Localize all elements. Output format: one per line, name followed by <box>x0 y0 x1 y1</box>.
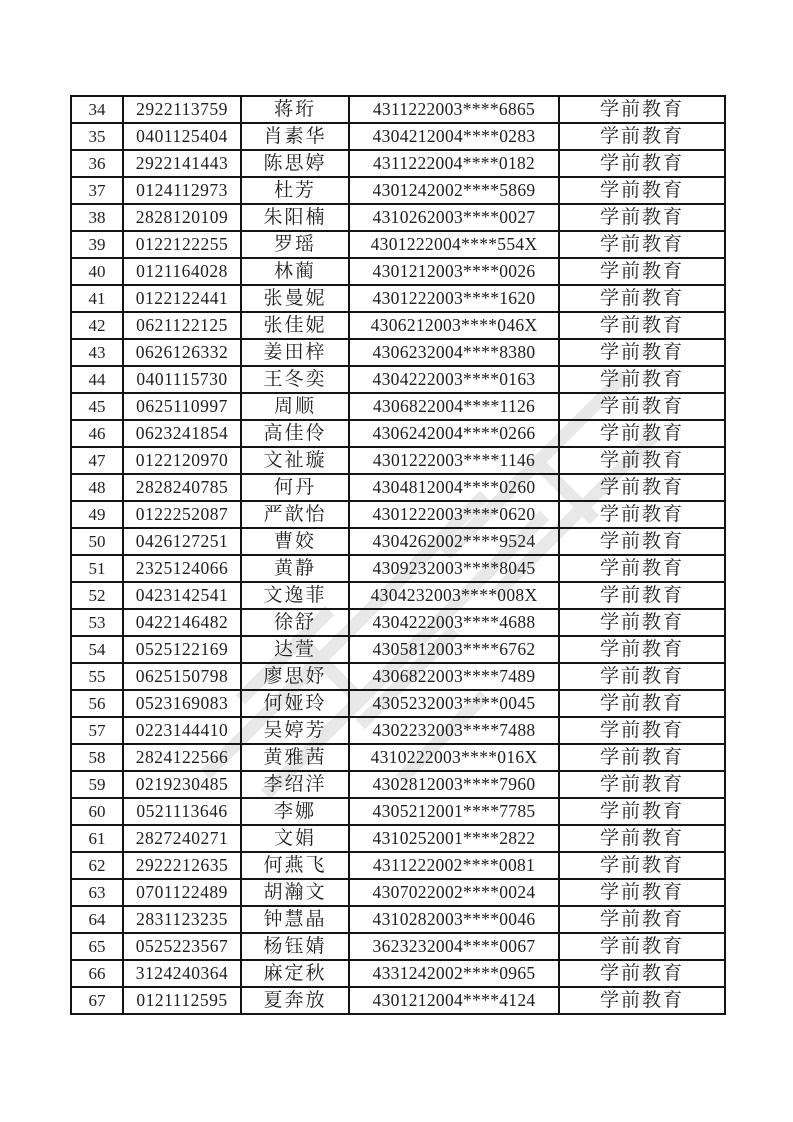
student-name-cell: 周顺 <box>241 393 349 420</box>
student-name-cell: 杨钰婧 <box>241 933 349 960</box>
table-row <box>71 312 725 339</box>
table-row <box>71 582 725 609</box>
id-number-cell: 4302812003****7960 <box>349 771 559 798</box>
row-number-cell: 47 <box>71 447 123 474</box>
student-name-cell: 罗瑶 <box>241 231 349 258</box>
major-cell: 学前教育 <box>559 393 725 420</box>
student-name-cell: 杜芳 <box>241 177 349 204</box>
id-number-cell: 4310222003****016X <box>349 744 559 771</box>
id-number-cell: 4305212001****7785 <box>349 798 559 825</box>
table-row <box>71 366 725 393</box>
id-number-cell: 4306212003****046X <box>349 312 559 339</box>
table-row <box>71 663 725 690</box>
student-name-cell: 达萱 <box>241 636 349 663</box>
major-cell: 学前教育 <box>559 825 725 852</box>
major-cell: 学前教育 <box>559 663 725 690</box>
table-row <box>71 420 725 447</box>
candidate-id-cell: 2828240785 <box>123 474 241 501</box>
candidate-id-cell: 2922141443 <box>123 150 241 177</box>
major-cell: 学前教育 <box>559 987 725 1014</box>
student-name-cell: 张佳妮 <box>241 312 349 339</box>
row-number-cell: 57 <box>71 717 123 744</box>
major-cell: 学前教育 <box>559 474 725 501</box>
student-name-cell: 高佳伶 <box>241 420 349 447</box>
row-number-cell: 51 <box>71 555 123 582</box>
candidate-id-cell: 0401115730 <box>123 366 241 393</box>
row-number-cell: 64 <box>71 906 123 933</box>
candidate-id-cell: 2828120109 <box>123 204 241 231</box>
major-cell: 学前教育 <box>559 123 725 150</box>
row-number-cell: 48 <box>71 474 123 501</box>
candidate-id-cell: 0621122125 <box>123 312 241 339</box>
id-number-cell: 4306822003****7489 <box>349 663 559 690</box>
table-row <box>71 474 725 501</box>
student-name-cell: 何丹 <box>241 474 349 501</box>
major-cell: 学前教育 <box>559 150 725 177</box>
student-name-cell: 黄静 <box>241 555 349 582</box>
candidate-id-cell: 0223144410 <box>123 717 241 744</box>
candidate-id-cell: 0122122255 <box>123 231 241 258</box>
id-number-cell: 4304232003****008X <box>349 582 559 609</box>
student-name-cell: 朱阳楠 <box>241 204 349 231</box>
candidate-id-cell: 0626126332 <box>123 339 241 366</box>
id-number-cell: 4306232004****8380 <box>349 339 559 366</box>
candidate-id-cell: 0523169083 <box>123 690 241 717</box>
student-name-cell: 文娟 <box>241 825 349 852</box>
roster-body <box>71 96 725 1014</box>
candidate-id-cell: 0701122489 <box>123 879 241 906</box>
major-cell: 学前教育 <box>559 501 725 528</box>
candidate-id-cell: 0623241854 <box>123 420 241 447</box>
id-number-cell: 4304222003****0163 <box>349 366 559 393</box>
table-row <box>71 933 725 960</box>
row-number-cell: 52 <box>71 582 123 609</box>
row-number-cell: 59 <box>71 771 123 798</box>
student-name-cell: 钟慧晶 <box>241 906 349 933</box>
candidate-id-cell: 0525122169 <box>123 636 241 663</box>
table-row <box>71 690 725 717</box>
student-name-cell: 张曼妮 <box>241 285 349 312</box>
id-number-cell: 3623232004****0067 <box>349 933 559 960</box>
row-number-cell: 42 <box>71 312 123 339</box>
student-roster-table <box>70 95 726 1015</box>
id-number-cell: 4304222003****4688 <box>349 609 559 636</box>
student-name-cell: 陈思婷 <box>241 150 349 177</box>
major-cell: 学前教育 <box>559 717 725 744</box>
id-number-cell: 4301212003****0026 <box>349 258 559 285</box>
candidate-id-cell: 0219230485 <box>123 771 241 798</box>
student-name-cell: 黄雅茜 <box>241 744 349 771</box>
major-cell: 学前教育 <box>559 528 725 555</box>
major-cell: 学前教育 <box>559 420 725 447</box>
major-cell: 学前教育 <box>559 285 725 312</box>
student-name-cell: 姜田梓 <box>241 339 349 366</box>
student-name-cell: 文祉璇 <box>241 447 349 474</box>
table-row <box>71 555 725 582</box>
major-cell: 学前教育 <box>559 636 725 663</box>
candidate-id-cell: 0122252087 <box>123 501 241 528</box>
id-number-cell: 4310262003****0027 <box>349 204 559 231</box>
candidate-id-cell: 0124112973 <box>123 177 241 204</box>
major-cell: 学前教育 <box>559 771 725 798</box>
student-name-cell: 麻定秋 <box>241 960 349 987</box>
major-cell: 学前教育 <box>559 744 725 771</box>
id-number-cell: 4307022002****0024 <box>349 879 559 906</box>
id-number-cell: 4310282003****0046 <box>349 906 559 933</box>
table-row <box>71 798 725 825</box>
id-number-cell: 4302232003****7488 <box>349 717 559 744</box>
major-cell: 学前教育 <box>559 312 725 339</box>
row-number-cell: 63 <box>71 879 123 906</box>
candidate-id-cell: 2922113759 <box>123 96 241 123</box>
major-cell: 学前教育 <box>559 339 725 366</box>
table-row <box>71 204 725 231</box>
table-row <box>71 744 725 771</box>
major-cell: 学前教育 <box>559 609 725 636</box>
student-name-cell: 李绍洋 <box>241 771 349 798</box>
candidate-id-cell: 0426127251 <box>123 528 241 555</box>
table-row <box>71 906 725 933</box>
id-number-cell: 4305232003****0045 <box>349 690 559 717</box>
id-number-cell: 4301212004****4124 <box>349 987 559 1014</box>
major-cell: 学前教育 <box>559 177 725 204</box>
id-number-cell: 4301242002****5869 <box>349 177 559 204</box>
table-row <box>71 636 725 663</box>
candidate-id-cell: 2325124066 <box>123 555 241 582</box>
id-number-cell: 4304262002****9524 <box>349 528 559 555</box>
student-name-cell: 林蔺 <box>241 258 349 285</box>
row-number-cell: 41 <box>71 285 123 312</box>
row-number-cell: 34 <box>71 96 123 123</box>
candidate-id-cell: 0121112595 <box>123 987 241 1014</box>
major-cell: 学前教育 <box>559 879 725 906</box>
id-number-cell: 4331242002****0965 <box>349 960 559 987</box>
row-number-cell: 61 <box>71 825 123 852</box>
major-cell: 学前教育 <box>559 960 725 987</box>
major-cell: 学前教育 <box>559 258 725 285</box>
student-name-cell: 何娅玲 <box>241 690 349 717</box>
candidate-id-cell: 0122120970 <box>123 447 241 474</box>
id-number-cell: 4309232003****8045 <box>349 555 559 582</box>
row-number-cell: 49 <box>71 501 123 528</box>
id-number-cell: 4304812004****0260 <box>349 474 559 501</box>
id-number-cell: 4305812003****6762 <box>349 636 559 663</box>
table-row <box>71 177 725 204</box>
student-name-cell: 徐舒 <box>241 609 349 636</box>
id-number-cell: 4301222003****1620 <box>349 285 559 312</box>
major-cell: 学前教育 <box>559 447 725 474</box>
id-number-cell: 4306242004****0266 <box>349 420 559 447</box>
table-row <box>71 96 725 123</box>
student-name-cell: 文逸菲 <box>241 582 349 609</box>
table-row <box>71 447 725 474</box>
table-row <box>71 960 725 987</box>
table-row <box>71 393 725 420</box>
row-number-cell: 66 <box>71 960 123 987</box>
table-row <box>71 123 725 150</box>
table-row <box>71 285 725 312</box>
major-cell: 学前教育 <box>559 366 725 393</box>
major-cell: 学前教育 <box>559 852 725 879</box>
row-number-cell: 38 <box>71 204 123 231</box>
major-cell: 学前教育 <box>559 690 725 717</box>
candidate-id-cell: 0122122441 <box>123 285 241 312</box>
student-name-cell: 蒋珩 <box>241 96 349 123</box>
row-number-cell: 44 <box>71 366 123 393</box>
row-number-cell: 46 <box>71 420 123 447</box>
row-number-cell: 56 <box>71 690 123 717</box>
row-number-cell: 43 <box>71 339 123 366</box>
major-cell: 学前教育 <box>559 906 725 933</box>
major-cell: 学前教育 <box>559 582 725 609</box>
table-row <box>71 879 725 906</box>
table-row <box>71 825 725 852</box>
student-name-cell: 曹姣 <box>241 528 349 555</box>
major-cell: 学前教育 <box>559 204 725 231</box>
candidate-id-cell: 0423142541 <box>123 582 241 609</box>
row-number-cell: 36 <box>71 150 123 177</box>
student-name-cell: 胡瀚文 <box>241 879 349 906</box>
candidate-id-cell: 3124240364 <box>123 960 241 987</box>
major-cell: 学前教育 <box>559 555 725 582</box>
table-row <box>71 528 725 555</box>
table-row <box>71 609 725 636</box>
row-number-cell: 62 <box>71 852 123 879</box>
id-number-cell: 4301222003****0620 <box>349 501 559 528</box>
candidate-id-cell: 2824122566 <box>123 744 241 771</box>
candidate-id-cell: 0521113646 <box>123 798 241 825</box>
table-row <box>71 150 725 177</box>
major-cell: 学前教育 <box>559 798 725 825</box>
major-cell: 学前教育 <box>559 231 725 258</box>
student-name-cell: 严歆怡 <box>241 501 349 528</box>
candidate-id-cell: 0401125404 <box>123 123 241 150</box>
candidate-id-cell: 0625150798 <box>123 663 241 690</box>
table-row <box>71 987 725 1014</box>
candidate-id-cell: 2827240271 <box>123 825 241 852</box>
candidate-id-cell: 2922212635 <box>123 852 241 879</box>
row-number-cell: 50 <box>71 528 123 555</box>
id-number-cell: 4304212004****0283 <box>349 123 559 150</box>
id-number-cell: 4306822004****1126 <box>349 393 559 420</box>
row-number-cell: 35 <box>71 123 123 150</box>
id-number-cell: 4310252001****2822 <box>349 825 559 852</box>
row-number-cell: 67 <box>71 987 123 1014</box>
candidate-id-cell: 2831123235 <box>123 906 241 933</box>
student-name-cell: 王冬奕 <box>241 366 349 393</box>
id-number-cell: 4301222003****1146 <box>349 447 559 474</box>
row-number-cell: 55 <box>71 663 123 690</box>
student-name-cell: 何燕飞 <box>241 852 349 879</box>
student-name-cell: 廖思妤 <box>241 663 349 690</box>
row-number-cell: 37 <box>71 177 123 204</box>
row-number-cell: 53 <box>71 609 123 636</box>
table-row <box>71 258 725 285</box>
id-number-cell: 4311222003****6865 <box>349 96 559 123</box>
student-name-cell: 吴婷芳 <box>241 717 349 744</box>
table-row <box>71 231 725 258</box>
table-row <box>71 717 725 744</box>
row-number-cell: 45 <box>71 393 123 420</box>
student-name-cell: 李娜 <box>241 798 349 825</box>
student-name-cell: 肖素华 <box>241 123 349 150</box>
table-row <box>71 339 725 366</box>
row-number-cell: 58 <box>71 744 123 771</box>
table-row <box>71 501 725 528</box>
table-row <box>71 771 725 798</box>
major-cell: 学前教育 <box>559 933 725 960</box>
row-number-cell: 40 <box>71 258 123 285</box>
id-number-cell: 4311222002****0081 <box>349 852 559 879</box>
major-cell: 学前教育 <box>559 96 725 123</box>
row-number-cell: 65 <box>71 933 123 960</box>
candidate-id-cell: 0625110997 <box>123 393 241 420</box>
candidate-id-cell: 0422146482 <box>123 609 241 636</box>
candidate-id-cell: 0121164028 <box>123 258 241 285</box>
row-number-cell: 39 <box>71 231 123 258</box>
row-number-cell: 60 <box>71 798 123 825</box>
id-number-cell: 4311222004****0182 <box>349 150 559 177</box>
student-name-cell: 夏奔放 <box>241 987 349 1014</box>
row-number-cell: 54 <box>71 636 123 663</box>
table-row <box>71 852 725 879</box>
id-number-cell: 4301222004****554X <box>349 231 559 258</box>
candidate-id-cell: 0525223567 <box>123 933 241 960</box>
